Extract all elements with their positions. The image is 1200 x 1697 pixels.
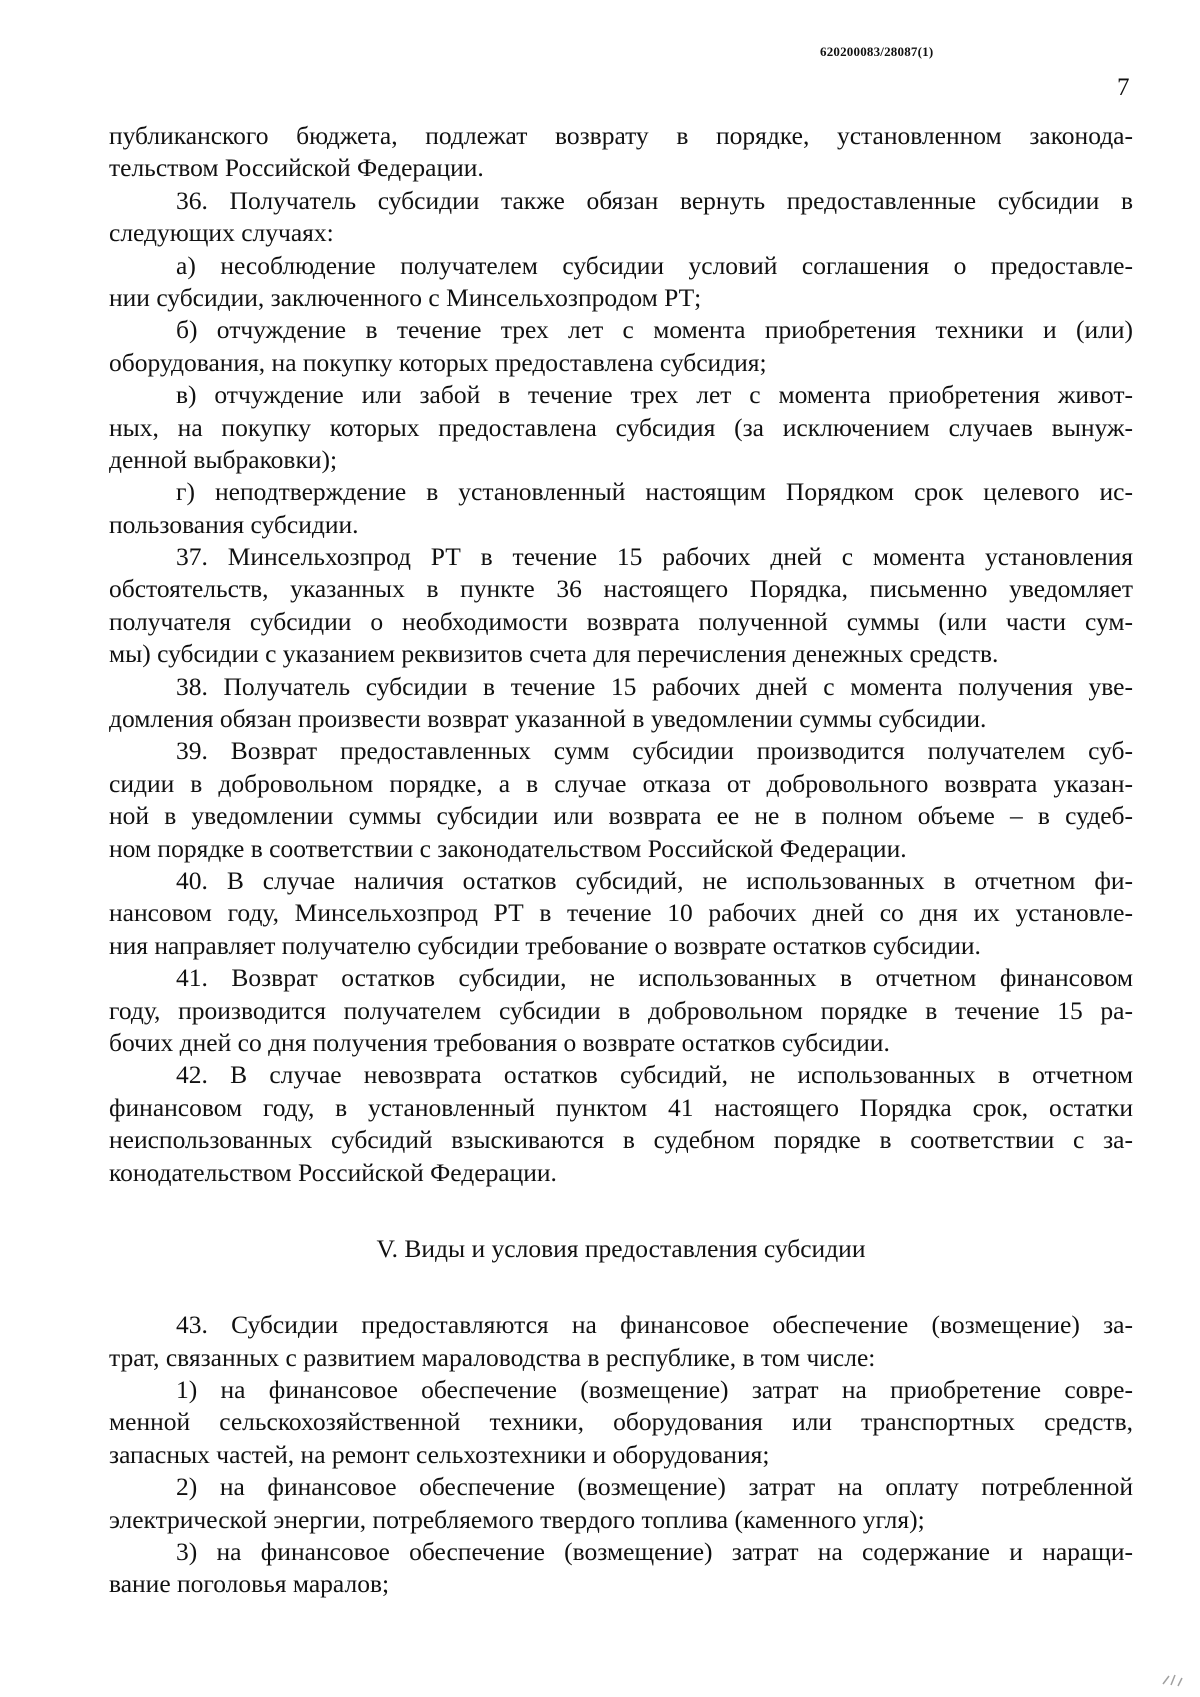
text-line: публиканского бюджета, подлежат возврату в порядке, установленном законода- [109,121,1133,150]
text-line: финансовом году, в установленный пунктом 41 настоящего Порядка срок, остатки [109,1092,1133,1122]
text-line: ной в уведомлении суммы субсидии или возврата ее не в полном объеме – в судеб- [109,801,1133,831]
text-line: запасных частей, на ремонт сельхозтехники и оборудования; [109,1439,770,1469]
text-line: электрической энергии, потребляемого твердого топлива (каменного угля); [109,1504,925,1534]
text-line: 37. Минсельхозпрод РТ в течение 15 рабочих дней с момента установления [176,542,1133,572]
section-heading: V. Виды и условия предоставления субсидии [376,1233,866,1263]
text-line: 1) на финансовое обеспечение (возмещение) затрат на приобретение совре- [176,1375,1133,1405]
text-line: вание поголовья маралов; [109,1569,390,1599]
text-line: нии субсидии, заключенного с Минсельхозпродом РТ; [109,282,702,312]
text-line: ния направляет получателю субсидии требование о возврате остатков субсидии. [109,930,981,960]
text-line: а) несоблюдение получателем субсидии условий соглашения о предоставле- [176,250,1133,280]
text-line: 42. В случае невозврата остатков субсидий, не использованных в отчетном [176,1060,1133,1090]
text-line: 3) на финансовое обеспечение (возмещение) затрат на содержание и наращи- [176,1537,1133,1567]
text-line: ном порядке в соответствии с законодательством Российской Федерации. [109,833,907,863]
scan-mark-icon [1160,1670,1188,1690]
section-gap [109,1189,1133,1233]
text-line: б) отчуждение в течение трех лет с момента приобретения техники и (или) [176,315,1133,345]
text-line: 2) на финансовое обеспечение (возмещение) затрат на оплату потребленной [176,1472,1133,1502]
text-line: 43. Субсидии предоставляются на финансовое обеспечение (возмещение) за- [176,1310,1133,1340]
text-line: трат, связанных с развитием мараловодства в республике, в том числе: [109,1342,876,1372]
text-line: 41. Возврат остатков субсидии, не использованных в отчетном финансовом [176,963,1133,993]
text-line: получателя субсидии о необходимости возврата полученной суммы (или части сум- [109,606,1133,636]
text-line: пользования субсидии. [109,509,359,539]
text-line: неиспользованных субсидий взыскиваются в судебном порядке в соответствии с за- [109,1125,1133,1155]
text-line: тельством Российской Федерации. [109,153,484,183]
document-code: 620200083/28087(1) [820,44,934,59]
section-gap [109,1265,1133,1309]
text-line: 40. В случае наличия остатков субсидий, не использованных в отчетном фи- [176,865,1133,895]
text-line: г) неподтверждение в установленный настоящим Порядком срок целевого ис- [176,477,1133,507]
text-line: обстоятельств, указанных в пункте 36 настоящего Порядка, письменно уведомляет [109,574,1133,604]
text-line: конодательством Российской Федерации. [109,1157,557,1187]
text-line: денной выбраковки); [109,444,338,474]
text-line: оборудования, на покупку которых предоставлена субсидия; [109,347,767,377]
text-line: сидии в добровольном порядке, а в случае отказа от добровольного возврата указан- [109,768,1133,798]
text-line: в) отчуждение или забой в течение трех лет с момента приобретения живот- [176,380,1133,410]
text-line: бочих дней со дня получения требования о возврате остатков субсидии. [109,1027,890,1057]
text-line: 39. Возврат предоставленных сумм субсидии производится получателем суб- [176,736,1133,766]
text-line: менной сельскохозяйственной техники, оборудования или транспортных средств, [109,1407,1133,1437]
text-line: году, производится получателем субсидии в добровольном порядке в течение 15 ра- [109,995,1133,1025]
text-line: нансовом году, Минсельхозпрод РТ в течение 10 рабочих дней со дня их установле- [109,898,1133,928]
text-line: домления обязан произвести возврат указанной в уведомлении суммы субсидии. [109,704,987,734]
document-body [109,120,1133,1601]
text-line: мы) субсидии с указанием реквизитов счета для перечисления денежных средств. [109,639,999,669]
text-line: 36. Получатель субсидии также обязан вернуть предоставленные субсидии в [176,185,1133,215]
text-line: ных, на покупку которых предоставлена субсидия (за исключением случаев вынуж- [109,412,1133,442]
text-line: 38. Получатель субсидии в течение 15 рабочих дней с момента получения уве- [176,671,1133,701]
page-number: 7 [1117,74,1130,101]
text-line: следующих случаях: [109,218,334,248]
